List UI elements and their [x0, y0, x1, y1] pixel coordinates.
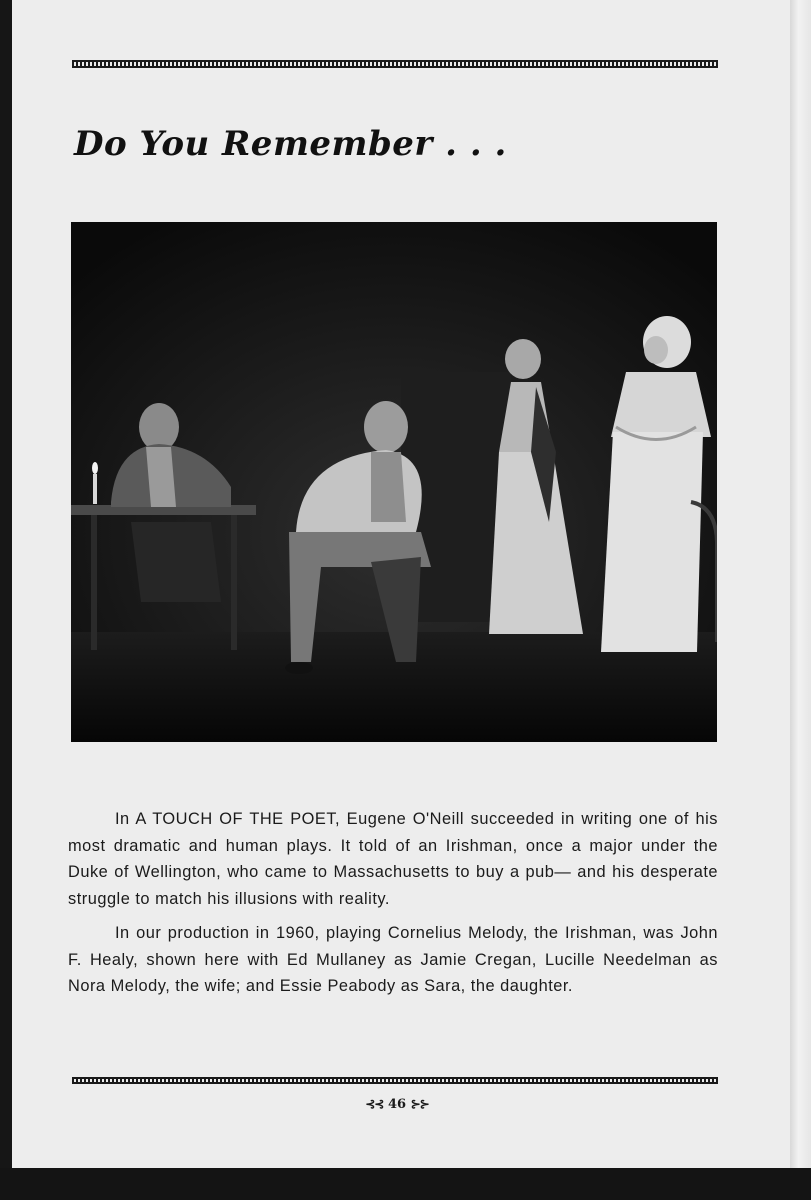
page-heading: Do You Remember . . .	[74, 124, 507, 164]
page-number-value: 46	[387, 1097, 407, 1112]
scan-border	[0, 1168, 811, 1200]
page-number	[352, 1097, 442, 1112]
bottom-ornamental-rule	[72, 1077, 718, 1084]
ornament-right-icon: ⊱⊱	[410, 1097, 429, 1111]
stage-photo-icon	[71, 222, 717, 742]
top-ornamental-rule	[72, 60, 718, 68]
stage-photo	[71, 222, 717, 742]
ornament-left-icon: ⊰⊰	[365, 1097, 384, 1111]
body-text	[68, 806, 718, 1008]
paragraph: In A TOUCH OF THE POET, Eugene O'Neill succeeded in writing one of his most dramatic and human plays. It told of an Irishman, once a major under the Duke of Wellington, who came to Massachusetts to buy a pub— and his desperate struggle to match his illusions with reality.	[68, 810, 718, 908]
page-edge	[790, 0, 811, 1168]
paragraph: In our production in 1960, playing Cornelius Melody, the Irishman, was John F. Healy, shown here with Ed Mullaney as Jamie Cregan, Lucille Needelman as Nora Melody, the wife; and Essie Peabody as Sara, the daughter.	[68, 924, 718, 995]
